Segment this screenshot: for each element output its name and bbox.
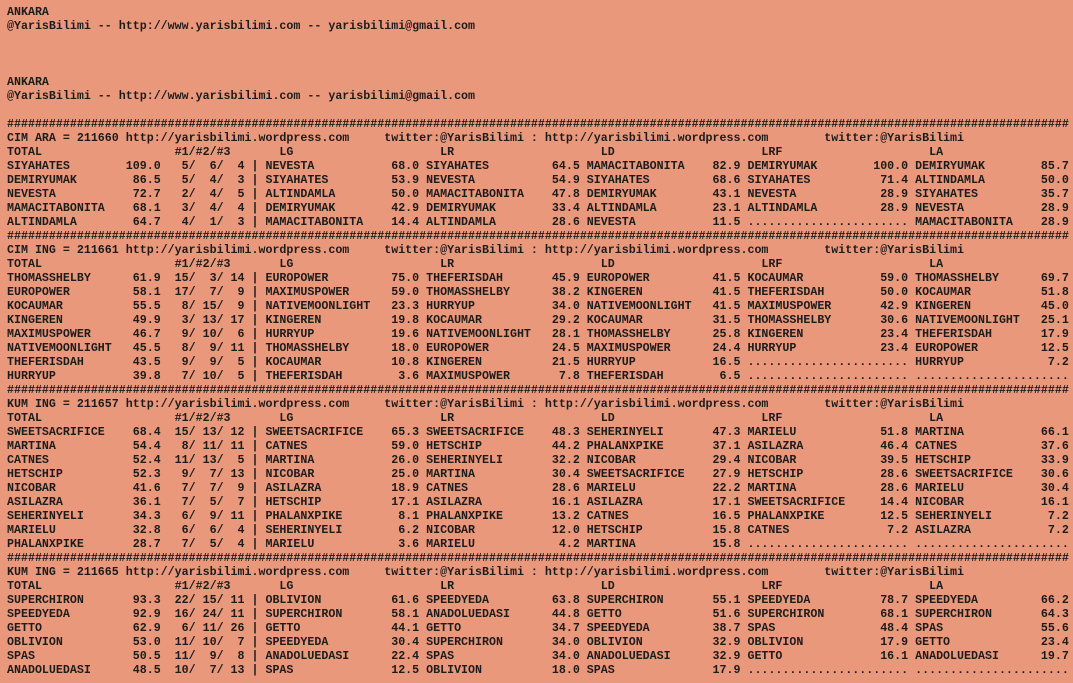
- report-row: CATNES 52.4 11/ 13/ 5 | MARTINA 26.0 SEHERINYELI 32.2 NICOBAR 29.4 NICOBAR 39.5 HETSCHIP 33.9: [7, 454, 1069, 467]
- report-row: HETSCHIP 52.3 9/ 7/ 13 | NICOBAR 25.0 MARTINA 30.4 SWEETSACRIFICE 27.9 HETSCHIP 28.6 SWEETSACRIFICE 30.6: [7, 468, 1069, 481]
- report-row: THOMASSHELBY 61.9 15/ 3/ 14 | EUROPOWER 75.0 THEFERISDAH 45.9 EUROPOWER 41.5 KOCAUMAR 59.0 THOMASSHELBY 69.7: [7, 272, 1069, 285]
- report-row: NATIVEMOONLIGHT 45.5 8/ 9/ 11 | THOMASSHELBY 18.0 EUROPOWER 24.5 MAXIMUSPOWER 24.4 HURRYUP 23.4 EUROPOWER 12.5: [7, 342, 1069, 355]
- masthead-contact: @YarisBilimi -- http://www.yarisbilimi.com -- yarisbilimi@gmail.com: [7, 20, 476, 33]
- section-separator: ########################################################################################################################################################: [7, 230, 1069, 243]
- report-row: MAXIMUSPOWER 46.7 9/ 10/ 6 | HURRYUP 19.6 NATIVEMOONLIGHT 28.1 THOMASSHELBY 25.8 KINGEREN 23.4 THEFERISDAH 17.9: [7, 328, 1069, 341]
- report-row: ASILAZRA 36.1 7/ 5/ 7 | HETSCHIP 17.1 ASILAZRA 16.1 ASILAZRA 17.1 SWEETSACRIFICE 14.4 NICOBAR 16.1: [7, 496, 1069, 509]
- report-row: HURRYUP 39.8 7/ 10/ 5 | THEFERISDAH 3.6 MAXIMUSPOWER 7.8 THEFERISDAH 6.5 ....................... ......................: [7, 370, 1069, 383]
- report-row: MARTINA 54.4 8/ 11/ 11 | CATNES 59.0 HETSCHIP 44.2 PHALANXPIKE 37.1 ASILAZRA 46.4 CATNES 37.6: [7, 440, 1069, 453]
- section-header: CIM ING = 211661 http://yarisbilimi.wordpress.com twitter:@YarisBilimi : http://yarisbilimi.wordpress.com twitter:@YarisBilimi: [7, 244, 965, 257]
- report-row: SWEETSACRIFICE 68.4 15/ 13/ 12 | SWEETSACRIFICE 65.3 SWEETSACRIFICE 48.3 SEHERINYELI 47.3 MARIELU 51.8 MARTINA 66.1: [7, 426, 1069, 439]
- masthead-city: ANKARA: [7, 6, 49, 19]
- report-row: SUPERCHIRON 93.3 22/ 15/ 11 | OBLIVION 61.6 SPEEDYEDA 63.8 SUPERCHIRON 55.1 SPEEDYEDA 78.7 SPEEDYEDA 66.2: [7, 594, 1069, 607]
- report-row: KINGEREN 49.9 3/ 13/ 17 | KINGEREN 19.8 KOCAUMAR 29.2 KOCAUMAR 31.5 THOMASSHELBY 30.6 NATIVEMOONLIGHT 25.1: [7, 314, 1069, 327]
- report-row: PHALANXPIKE 28.7 7/ 5/ 4 | MARIELU 3.6 MARIELU 4.2 MARTINA 15.8 ....................... ......................: [7, 538, 1069, 551]
- blank-line: [7, 104, 1073, 118]
- report-row: SPAS 50.5 11/ 9/ 8 | ANADOLUEDASI 22.4 SPAS 34.0 ANADOLUEDASI 32.9 GETTO 16.1 ANADOLUEDASI 19.7: [7, 650, 1069, 663]
- report-row: GETTO 62.9 6/ 11/ 26 | GETTO 44.1 GETTO 34.7 SPEEDYEDA 38.7 SPAS 48.4 SPAS 55.6: [7, 622, 1069, 635]
- column-header-row: TOTAL #1/#2/#3 LG LR LD LRF LA: [7, 146, 944, 159]
- section-header: KUM ING = 211657 http://yarisbilimi.wordpress.com twitter:@YarisBilimi : http://yarisbilimi.wordpress.com twitter:@YarisBilimi: [7, 398, 965, 411]
- report-row: MARIELU 32.8 6/ 6/ 4 | SEHERINYELI 6.2 NICOBAR 12.0 HETSCHIP 15.8 CATNES 7.2 ASILAZRA 7.2: [7, 524, 1069, 537]
- report-row: DEMIRYUMAK 86.5 5/ 4/ 3 | SIYAHATES 53.9 NEVESTA 54.9 SIYAHATES 68.6 SIYAHATES 71.4 ALTINDAMLA 50.0: [7, 174, 1069, 187]
- report-row: SEHERINYELI 34.3 6/ 9/ 11 | PHALANXPIKE 8.1 PHALANXPIKE 13.2 CATNES 16.5 PHALANXPIKE 12.5 SEHERINYELI 7.2: [7, 510, 1069, 523]
- section-header: KUM ING = 211665 http://yarisbilimi.wordpress.com twitter:@YarisBilimi : http://yarisbilimi.wordpress.com twitter:@YarisBilimi: [7, 566, 965, 579]
- race-statistics-report: [7, 118, 1073, 678]
- report-row: ALTINDAMLA 64.7 4/ 1/ 3 | MAMACITABONITA 14.4 ALTINDAMLA 28.6 NEVESTA 11.5 ....................... MAMACITABONITA 28.9: [7, 216, 1069, 229]
- report-row: NICOBAR 41.6 7/ 7/ 9 | ASILAZRA 18.9 CATNES 28.6 MARIELU 22.2 MARTINA 28.6 MARIELU 30.4: [7, 482, 1069, 495]
- report-row: NEVESTA 72.7 2/ 4/ 5 | ALTINDAMLA 50.0 MAMACITABONITA 47.8 DEMIRYUMAK 43.1 NEVESTA 28.9 SIYAHATES 35.7: [7, 188, 1069, 201]
- column-header-row: TOTAL #1/#2/#3 LG LR LD LRF LA: [7, 580, 944, 593]
- report-row: SPEEDYEDA 92.9 16/ 24/ 11 | SUPERCHIRON 58.1 ANADOLUEDASI 44.8 GETTO 51.6 SUPERCHIRON 68.1 SUPERCHIRON 64.3: [7, 608, 1069, 621]
- blank-line: [7, 62, 1073, 76]
- report-row: SIYAHATES 109.0 5/ 6/ 4 | NEVESTA 68.0 SIYAHATES 64.5 MAMACITABONITA 82.9 DEMIRYUMAK 100.0 DEMIRYUMAK 85.7: [7, 160, 1069, 173]
- report-row: KOCAUMAR 55.5 8/ 15/ 9 | NATIVEMOONLIGHT 23.3 HURRYUP 34.0 NATIVEMOONLIGHT 41.5 MAXIMUSPOWER 42.9 KINGEREN 45.0: [7, 300, 1069, 313]
- report-row: MAMACITABONITA 68.1 3/ 4/ 4 | DEMIRYUMAK 42.9 DEMIRYUMAK 33.4 ALTINDAMLA 23.1 ALTINDAMLA 28.9 NEVESTA 28.9: [7, 202, 1069, 215]
- column-header-row: TOTAL #1/#2/#3 LG LR LD LRF LA: [7, 258, 944, 271]
- blank-line: [7, 48, 1073, 62]
- masthead-city: ANKARA: [7, 76, 49, 89]
- report-row: THEFERISDAH 43.5 9/ 9/ 5 | KOCAUMAR 10.8 KINGEREN 21.5 HURRYUP 16.5 ....................... HURRYUP 7.2: [7, 356, 1069, 369]
- masthead-contact: @YarisBilimi -- http://www.yarisbilimi.com -- yarisbilimi@gmail.com: [7, 90, 476, 103]
- section-header: CIM ARA = 211660 http://yarisbilimi.wordpress.com twitter:@YarisBilimi : http://yarisbilimi.wordpress.com twitter:@YarisBilimi: [7, 132, 965, 145]
- report-row: OBLIVION 53.0 11/ 10/ 7 | SPEEDYEDA 30.4 SUPERCHIRON 34.0 OBLIVION 32.9 OBLIVION 17.9 GETTO 23.4: [7, 636, 1069, 649]
- section-separator: ########################################################################################################################################################: [7, 118, 1069, 131]
- section-separator: ########################################################################################################################################################: [7, 384, 1069, 397]
- report-row: EUROPOWER 58.1 17/ 7/ 9 | MAXIMUSPOWER 59.0 THOMASSHELBY 38.2 KINGEREN 41.5 THEFERISDAH 50.0 KOCAUMAR 51.8: [7, 286, 1069, 299]
- column-header-row: TOTAL #1/#2/#3 LG LR LD LRF LA: [7, 412, 944, 425]
- report-row: ANADOLUEDASI 48.5 10/ 7/ 13 | SPAS 12.5 OBLIVION 18.0 SPAS 17.9 ....................... ......................: [7, 664, 1069, 677]
- section-separator: ########################################################################################################################################################: [7, 552, 1069, 565]
- blank-line: [7, 34, 1073, 48]
